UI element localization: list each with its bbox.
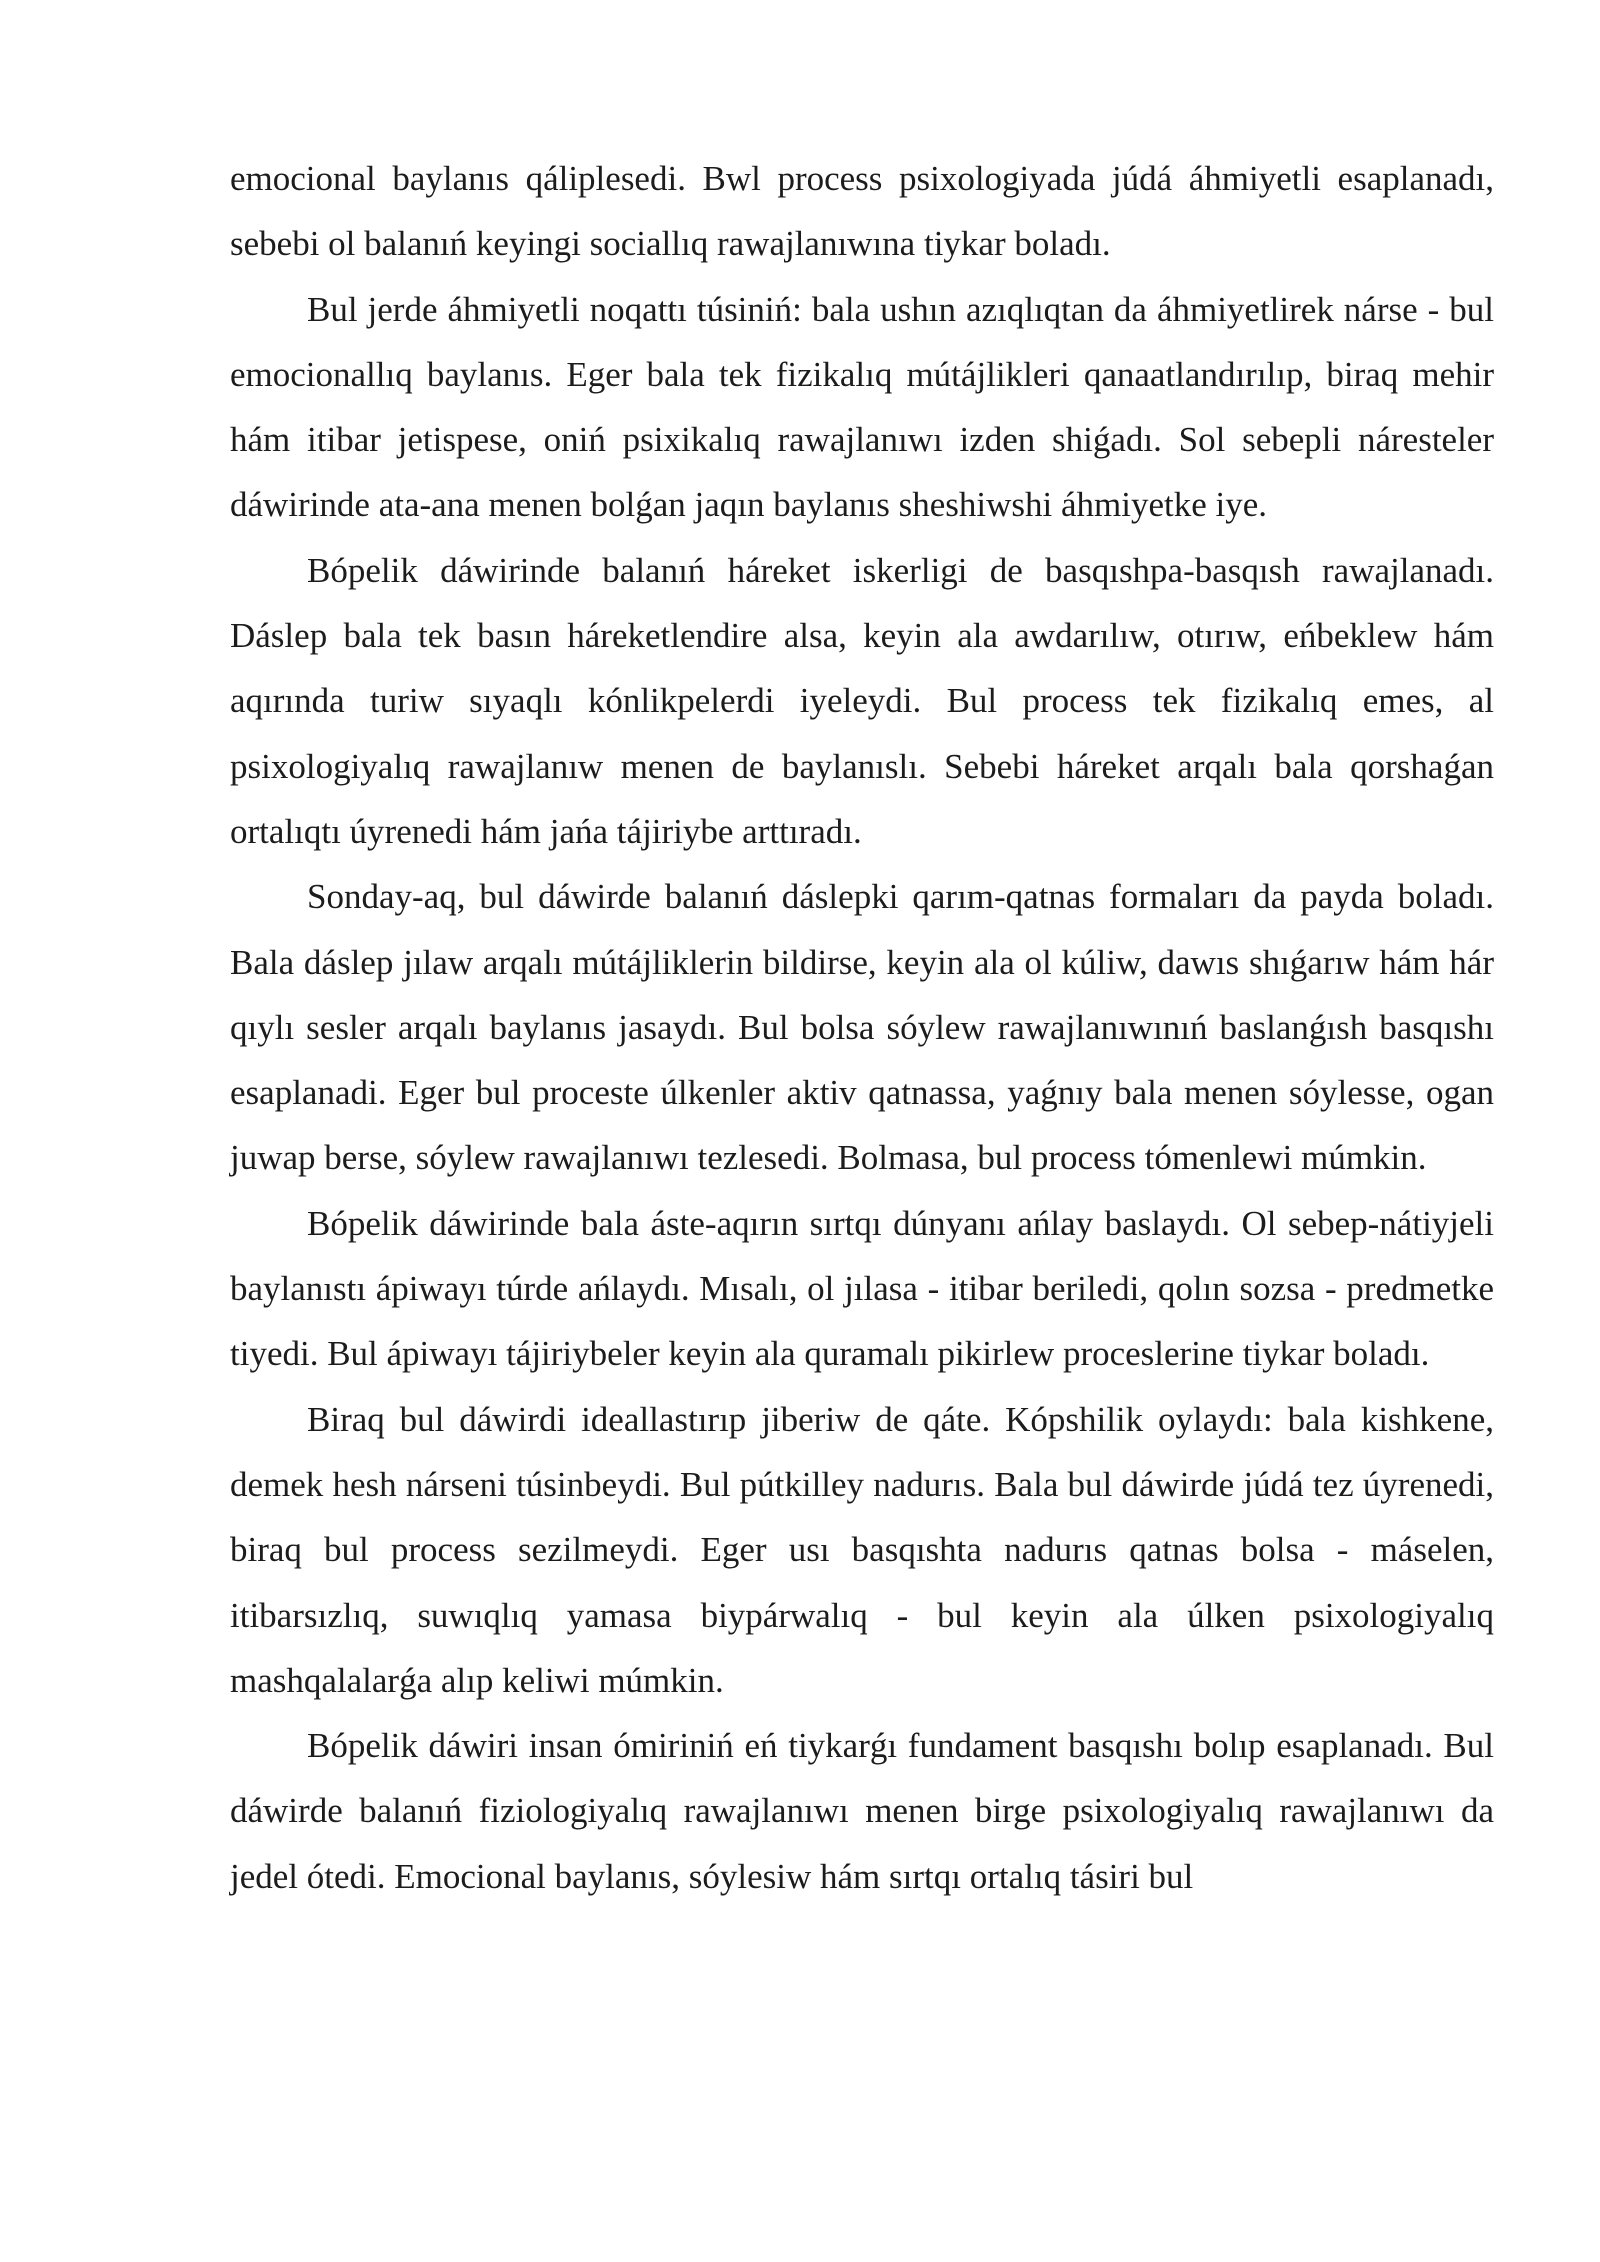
paragraph-4: Sonday-aq, bul dáwirde balanıń dáslepki qarım-qatnas formaları da payda boladı. Bala dáslep jılaw arqalı mútájliklerin bildirse, keyin ala ol kúliw, dawıs shıǵarıw hám hár qıylı sesler arqalı baylanıs jasaydı. Bul bolsa sóylew rawajlanıwınıń baslanǵısh basqıshı esaplanadi. Eger bul proceste úlkenler aktiv qatnassa, yaǵnıy bala menen sóylesse, ogan juwap berse, sóylew rawajlanıwı tezlesedi. Bolmasa, bul process tómenlewi múmkin. [230, 877, 1494, 1178]
paragraph-5: Bópelik dáwirinde bala áste-aqırın sırtqı dúnyanı ańlay baslaydı. Ol sebep-nátiyjeli baylanıstı ápiwayı túrde ańlaydı. Mısalı, ol jılasa - itibar beriledi, qolın sozsa - predmetke tiyedi. Bul ápiwayı tájiriybeler keyin ala quramalı pikirlew proceslerine tiykar boladı. [230, 1203, 1494, 1374]
paragraph-2: Bul jerde áhmiyetli noqattı túsiniń: bala ushın azıqlıqtan da áhmiyetlirek nárse - bul emocionallıq baylanıs. Eger bala tek fizikalıq mútájlikleri qanaatlandırılıp, biraq mehir hám itibar jetispese, oniń psixikalıq rawajlanıwı izden shiǵadı. Sol sebepli náresteler dáwirinde ata-ana menen bolǵan jaqın baylanıs sheshiwshi áhmiyetke iye. [230, 289, 1494, 525]
paragraph-6: Biraq bul dáwirdi ideallastırıp jiberiw de qáte. Kópshilik oylaydı: bala kishkene, demek hesh nárseni túsinbeydi. Bul pútkilley nadurıs. Bala bul dáwirde júdá tez úyrenedi, biraq bul process sezilmeydi. Eger usı basqıshta nadurıs qatnas bolsa - máselen, itibarsızlıq, suwıqlıq yamasa biypárwalıq - bul keyin ala úlken psixologiyalıq mashqalalarǵa alıp keliwi múmkin. [230, 1399, 1494, 1700]
paragraph-1: emocional baylanıs qáliplesedi. Bwl process psixologiyada júdá áhmiyetli esaplanadı, sebebi ol balanıń keyingi sociallıq rawajlanıwına tiykar boladı. [230, 159, 1494, 264]
paragraph-7: Bópelik dáwiri insan ómiriniń eń tiykarǵı fundament basqıshı bolıp esaplanadı. Bul dáwirde balanıń fiziologiyalıq rawajlanıwı menen birge psixologiyalıq rawajlanıwı da jedel ótedi. Emocional baylanıs, sóylesiw hám sırtqı ortalıq tásiri bul [230, 1726, 1494, 1896]
paragraph-3: Bópelik dáwirinde balanıń háreket iskerligi de basqıshpa-basqısh rawajlanadı. Dáslep bala tek basın háreketlendire alsa, keyin ala awdarılıw, otırıw, eńbeklew hám aqırında turiw sıyaqlı kónlikpelerdi iyeleydi. Bul process tek fizikalıq emes, al psixologiyalıq rawajlanıw menen de baylanıslı. Sebebi háreket arqalı bala qorshaǵan ortalıqtı úyrenedi hám jańa tájiriybe arttıradı. [230, 550, 1494, 851]
body-text [230, 146, 1494, 1909]
